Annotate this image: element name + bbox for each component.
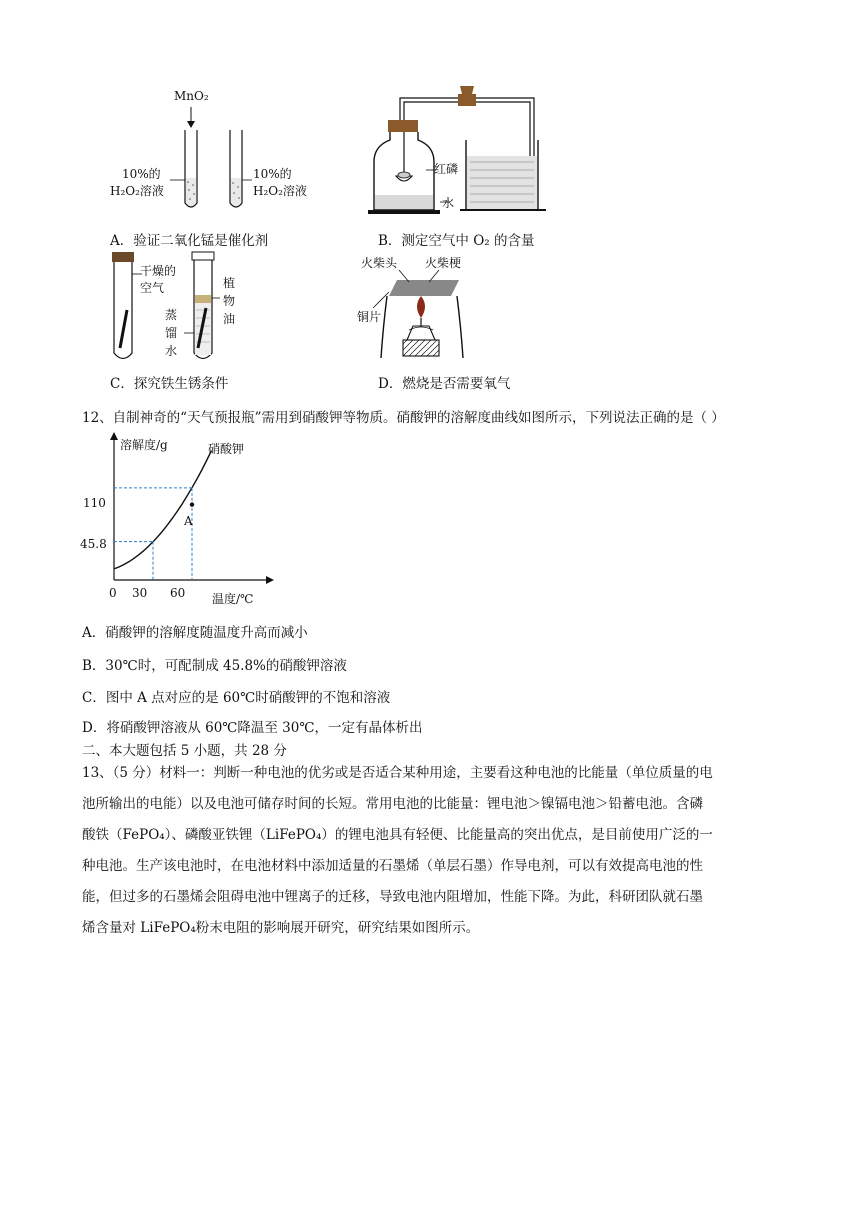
- h2o2-right-label-1: 10%的: [253, 167, 292, 181]
- q12-option-b: B．30℃时，可配制成 45.8%的硝酸钾溶液: [82, 658, 347, 674]
- match-stick-label: 火柴梗: [425, 256, 462, 270]
- figure-a-drawing: [100, 85, 340, 225]
- oil-label-1: 植: [223, 276, 236, 290]
- chart-xtick-60: 60: [170, 586, 186, 600]
- caption-d: D．燃烧是否需要氧气: [378, 376, 511, 392]
- q12-option-d: D．将硝酸钾溶液从 60℃降温至 30℃，一定有晶体析出: [82, 720, 423, 736]
- figure-b: [360, 80, 560, 220]
- q12-option-a: A．硝酸钾的溶解度随温度升高而减小: [82, 625, 308, 641]
- q12-stem: 12、自制神奇的“天气预报瓶”需用到硝酸钾等物质。硝酸钾的溶解度曲线如图所示，下列说法正确的是（ ）: [82, 410, 725, 426]
- distilled-water-label-2: 馏: [165, 326, 178, 340]
- figure-b-drawing: [360, 80, 560, 220]
- caption-c: C．探究铁生锈条件: [110, 376, 229, 392]
- h2o2-right-label-2: H₂O₂溶液: [253, 184, 307, 198]
- q12-option-c: C．图中 A 点对应的是 60℃时硝酸钾的不饱和溶液: [82, 690, 391, 706]
- water-label-b: 水: [442, 196, 455, 210]
- q13-paragraph: [82, 758, 713, 944]
- dry-air-label-2: 空气: [140, 281, 165, 295]
- figure-a: [100, 85, 340, 225]
- mno2-label: MnO₂: [174, 89, 209, 103]
- distilled-water-label-1: 蒸: [165, 308, 178, 322]
- caption-b: B．测定空气中 O₂ 的含量: [378, 233, 535, 249]
- chart-xtick-30: 30: [132, 586, 148, 600]
- figure-c: [100, 248, 260, 366]
- y-axis-arrow: [110, 432, 118, 440]
- q13-line: 种电池。生产该电池时，在电池材料中添加适量的石墨烯（单层石墨）作导电剂，可以有效提高电池的性: [82, 858, 703, 874]
- q13-line: 池所输出的电能）以及电池可储存时间的长短。常用电池的比能量：锂电池＞镍镉电池＞铅蓄电池。含磷: [82, 796, 703, 812]
- q13-line: 烯含量对 LiFePO₄粉末电阻的影响展开研究，研究结果如图所示。: [82, 920, 480, 936]
- figure-d: [355, 248, 515, 366]
- oil-label-3: 油: [223, 312, 236, 326]
- h2o2-left-label-1: 10%的: [122, 167, 161, 181]
- distilled-water-label-3: 水: [165, 344, 178, 358]
- caption-a: A．验证二氧化锰是催化剂: [110, 233, 269, 249]
- solubility-chart: [80, 430, 280, 610]
- series-line-kno3: [114, 451, 212, 569]
- section-2-heading: 二、本大题包括 5 小题，共 28 分: [82, 743, 287, 759]
- chart-point-a-label: A: [184, 514, 193, 528]
- chart-series-label: 硝酸钾: [208, 442, 245, 456]
- solubility-chart-svg: [80, 430, 280, 610]
- match-head-label: 火柴头: [361, 256, 398, 270]
- q13-line: 酸铁（FePO₄）、磷酸亚铁锂（LiFePO₄）的锂电池具有轻便、比能量高的突出优点，是目前使用广泛的一: [82, 827, 713, 843]
- copper-plate-label: 铜片: [357, 310, 382, 324]
- red-phosphorus-label: 红磷: [434, 162, 459, 176]
- x-axis-arrow: [266, 576, 274, 584]
- chart-ytick-110: 110: [83, 496, 106, 510]
- chart-xlabel: 温度/℃: [212, 592, 254, 606]
- dry-air-label-1: 干燥的: [140, 264, 177, 278]
- chart-ylabel: 溶解度/g: [120, 438, 168, 452]
- figure-c-drawing: [100, 248, 260, 366]
- h2o2-left-label-2: H₂O₂溶液: [110, 184, 164, 198]
- q13-line: 13、（5 分）材料一：判断一种电池的优劣或是否适合某种用途，主要看这种电池的比能量（单位质量的电: [82, 765, 713, 781]
- point-a: [190, 502, 194, 506]
- chart-ytick-45-8: 45.8: [80, 537, 107, 551]
- q13-line: 能，但过多的石墨烯会阻碍电池中锂离子的迁移，导致电池内阻增加，性能下降。为此，科研团队就石墨: [82, 889, 703, 905]
- oil-label-2: 物: [223, 294, 236, 308]
- chart-xtick-0: 0: [109, 586, 117, 600]
